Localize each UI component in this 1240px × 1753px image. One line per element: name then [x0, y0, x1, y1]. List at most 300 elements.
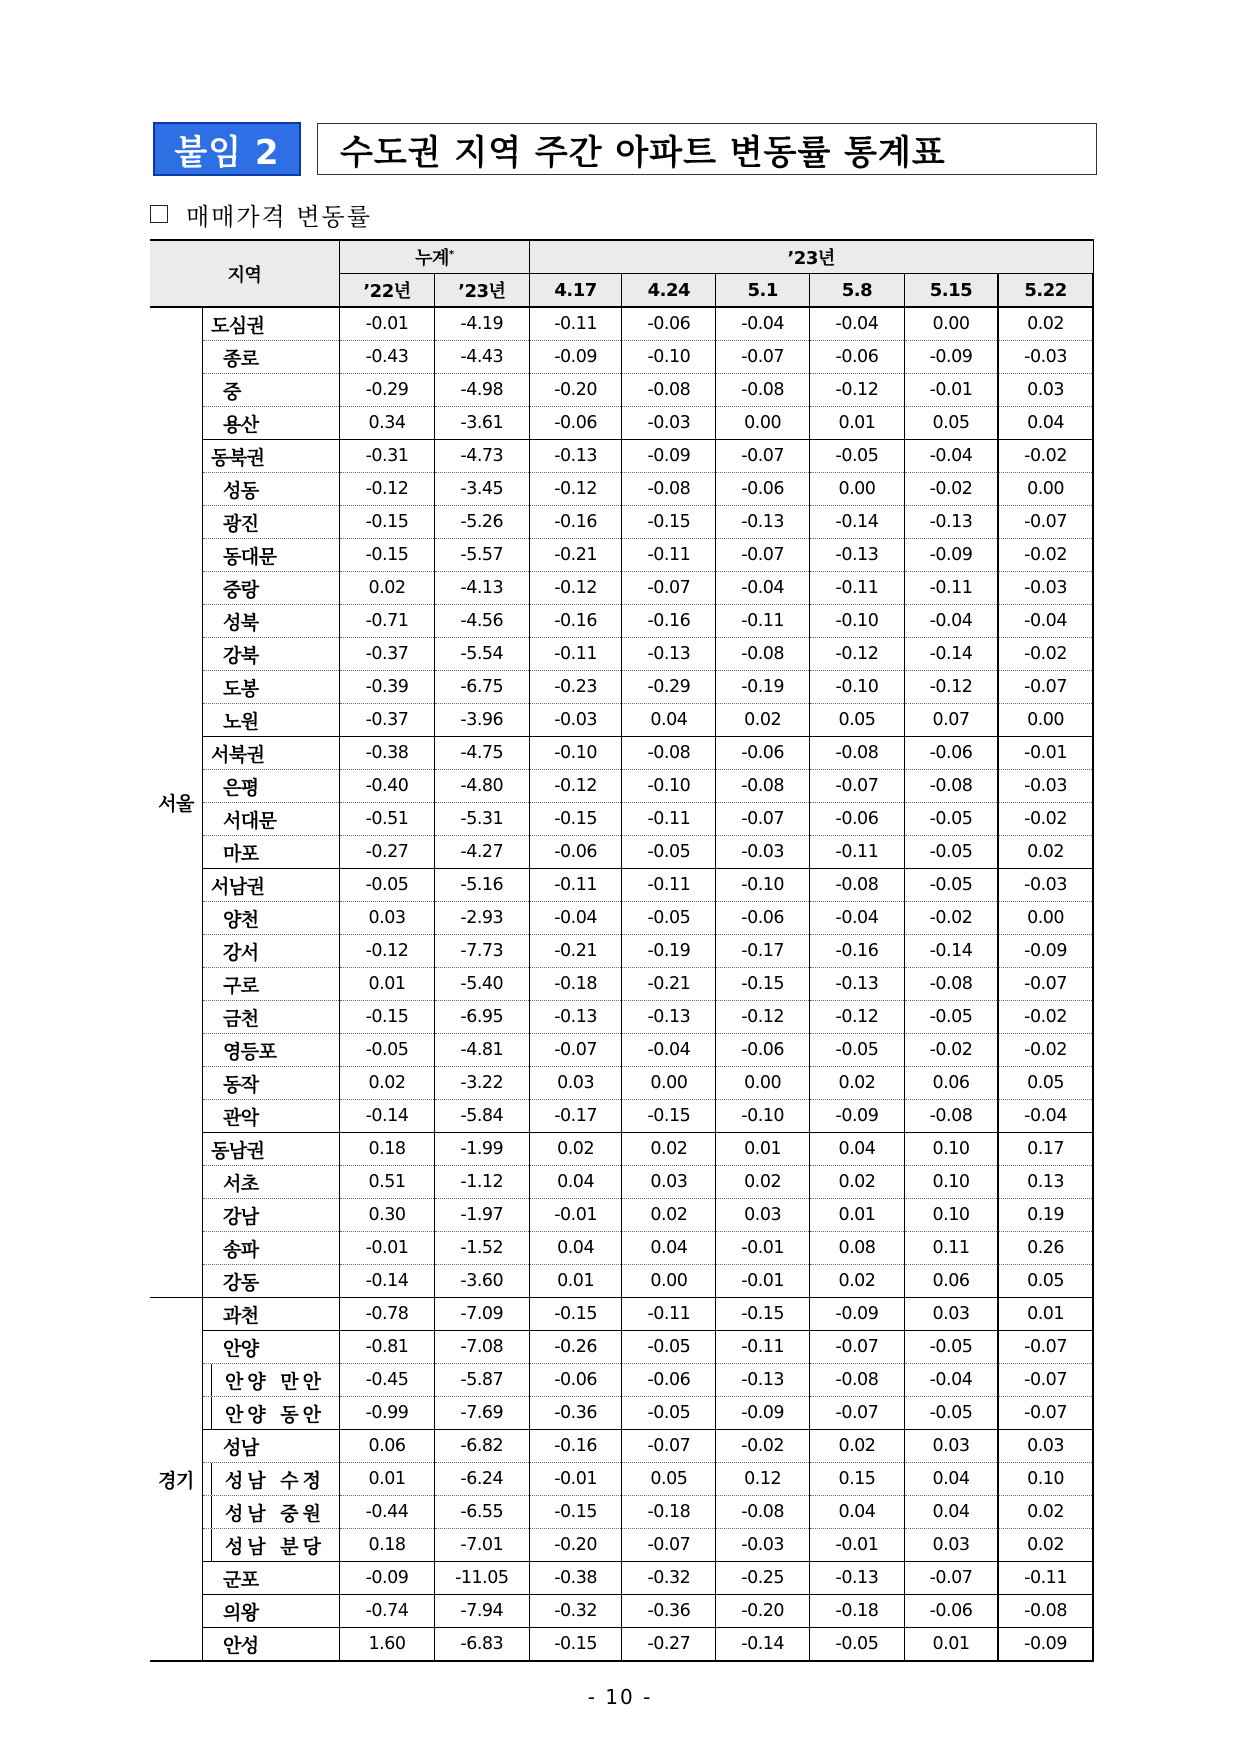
value-cell: -0.08: [904, 968, 998, 1001]
area-name: [202, 1001, 339, 1034]
value-cell: -4.80: [434, 770, 529, 803]
value-cell: -4.27: [434, 836, 529, 869]
value-cell: -0.37: [340, 704, 435, 737]
value-cell: -0.02: [904, 902, 998, 935]
value-cell: -0.16: [810, 935, 905, 968]
area-name-label: 성남: [222, 1436, 259, 1459]
value-cell: -0.09: [340, 1562, 435, 1595]
value-cell: -0.06: [810, 803, 905, 836]
table-row: [150, 539, 1093, 572]
value-cell: -0.16: [529, 1430, 622, 1463]
value-cell: -0.03: [622, 407, 716, 440]
value-cell: -0.01: [340, 1232, 435, 1265]
value-cell: 0.10: [904, 1133, 998, 1166]
value-cell: -0.20: [529, 1529, 622, 1562]
table-row: [150, 1199, 1093, 1232]
value-cell: -0.04: [998, 605, 1093, 638]
value-cell: 0.01: [340, 1463, 435, 1496]
value-cell: 0.13: [998, 1166, 1093, 1199]
area-name: [202, 968, 339, 1001]
value-cell: -5.57: [434, 539, 529, 572]
cumulative-header-label: 누계: [415, 248, 449, 269]
table-row: [150, 869, 1093, 902]
value-cell: -0.05: [904, 1331, 998, 1364]
value-cell: 0.04: [622, 704, 716, 737]
value-cell: -0.32: [622, 1562, 716, 1595]
value-cell: -0.10: [622, 341, 716, 374]
value-cell: -0.12: [810, 374, 905, 407]
value-cell: -0.11: [622, 869, 716, 902]
value-cell: -5.40: [434, 968, 529, 1001]
value-cell: -0.09: [904, 341, 998, 374]
value-cell: -0.02: [998, 1001, 1093, 1034]
area-name-label: 광진: [222, 512, 259, 535]
area-name: [202, 1496, 339, 1529]
value-cell: -0.12: [529, 770, 622, 803]
value-cell: -0.07: [716, 539, 810, 572]
value-cell: -3.61: [434, 407, 529, 440]
value-cell: -0.09: [716, 1397, 810, 1430]
value-cell: -0.11: [810, 572, 905, 605]
value-cell: -0.15: [529, 1298, 622, 1331]
value-cell: -0.02: [998, 1034, 1093, 1067]
value-cell: -0.78: [340, 1298, 435, 1331]
value-cell: -0.13: [716, 506, 810, 539]
value-cell: -1.99: [434, 1133, 529, 1166]
area-name-label: 구로: [222, 974, 259, 997]
value-cell: 0.00: [998, 473, 1093, 506]
table-row: [150, 1067, 1093, 1100]
value-cell: 0.03: [716, 1199, 810, 1232]
table-row: [150, 770, 1093, 803]
table-row: [150, 473, 1093, 506]
value-cell: -0.07: [998, 968, 1093, 1001]
value-cell: -0.11: [622, 1298, 716, 1331]
value-cell: -0.08: [622, 374, 716, 407]
value-cell: -0.12: [340, 935, 435, 968]
area-name-label: 성남 수정: [224, 1469, 325, 1492]
value-cell: -5.84: [434, 1100, 529, 1133]
value-cell: -0.06: [716, 473, 810, 506]
value-cell: -0.05: [810, 1628, 905, 1662]
value-cell: 0.04: [529, 1232, 622, 1265]
table-row: [150, 1166, 1093, 1199]
region-header: 지역: [150, 240, 340, 307]
area-name-label: 송파: [222, 1238, 259, 1261]
area-name: [202, 1463, 339, 1496]
value-cell: -0.08: [810, 737, 905, 770]
column-header: 4.17: [529, 274, 622, 308]
value-cell: -0.03: [998, 572, 1093, 605]
value-cell: -0.13: [529, 440, 622, 473]
value-cell: 0.02: [998, 836, 1093, 869]
value-cell: -0.07: [716, 440, 810, 473]
value-cell: -5.87: [434, 1364, 529, 1397]
value-cell: -0.08: [716, 374, 810, 407]
value-cell: -0.06: [529, 1364, 622, 1397]
value-cell: -0.07: [904, 1562, 998, 1595]
area-name: [202, 307, 339, 341]
value-cell: 0.03: [340, 902, 435, 935]
value-cell: -0.09: [904, 539, 998, 572]
area-name-label: 안성: [222, 1634, 259, 1657]
area-name-label: 안양 만안: [224, 1370, 325, 1393]
value-cell: -5.54: [434, 638, 529, 671]
value-cell: -0.16: [529, 605, 622, 638]
value-cell: 0.10: [998, 1463, 1093, 1496]
value-cell: 0.04: [810, 1496, 905, 1529]
value-cell: -0.05: [904, 836, 998, 869]
value-cell: -0.18: [810, 1595, 905, 1628]
value-cell: -0.09: [998, 935, 1093, 968]
value-cell: -7.09: [434, 1298, 529, 1331]
cumulative-header: [340, 240, 530, 274]
value-cell: -4.75: [434, 737, 529, 770]
value-cell: -0.01: [716, 1232, 810, 1265]
area-name: [202, 1397, 339, 1430]
area-name-label: 동대문: [222, 545, 277, 568]
value-cell: -0.12: [810, 638, 905, 671]
value-cell: 0.01: [810, 407, 905, 440]
area-name-label: 강서: [222, 941, 259, 964]
area-name-label: 성남 중원: [224, 1502, 325, 1525]
page-header: [153, 122, 1097, 176]
value-cell: 0.04: [622, 1232, 716, 1265]
value-cell: -0.13: [904, 506, 998, 539]
value-cell: -0.08: [716, 770, 810, 803]
column-header: ’22년: [340, 274, 435, 308]
value-cell: -4.56: [434, 605, 529, 638]
area-name: [202, 407, 339, 440]
column-header: 5.22: [998, 274, 1093, 308]
value-cell: -0.45: [340, 1364, 435, 1397]
area-name-label: 서대문: [222, 809, 277, 832]
value-cell: 0.02: [998, 1496, 1093, 1529]
area-name-label: 도봉: [222, 677, 259, 700]
area-name: [202, 341, 339, 374]
value-cell: -7.69: [434, 1397, 529, 1430]
column-header: ’23년: [434, 274, 529, 308]
area-name-label: 관악: [222, 1106, 259, 1129]
value-cell: -0.18: [529, 968, 622, 1001]
value-cell: 0.01: [529, 1265, 622, 1298]
value-cell: -0.05: [622, 1331, 716, 1364]
value-cell: 0.10: [904, 1166, 998, 1199]
table-row: [150, 1496, 1093, 1529]
area-name-label: 중랑: [222, 578, 259, 601]
value-cell: 0.00: [716, 407, 810, 440]
value-cell: -0.07: [622, 1529, 716, 1562]
value-cell: -0.01: [904, 374, 998, 407]
table-row: [150, 1232, 1093, 1265]
area-name: [202, 1166, 339, 1199]
table-row: [150, 572, 1093, 605]
value-cell: -0.29: [340, 374, 435, 407]
area-name: [202, 605, 339, 638]
value-cell: -0.12: [529, 572, 622, 605]
table-row: [150, 1430, 1093, 1463]
area-name-label: 안양: [222, 1337, 259, 1360]
value-cell: -6.75: [434, 671, 529, 704]
value-cell: 0.01: [810, 1199, 905, 1232]
value-cell: -0.09: [998, 1628, 1093, 1662]
table-header: [150, 240, 1093, 307]
area-name: [202, 1364, 339, 1397]
value-cell: 0.02: [998, 307, 1093, 341]
value-cell: 0.03: [904, 1298, 998, 1331]
area-name: [202, 539, 339, 572]
area-name-label: 서초: [222, 1172, 259, 1195]
value-cell: -4.98: [434, 374, 529, 407]
value-cell: -0.03: [529, 704, 622, 737]
value-cell: 0.02: [716, 704, 810, 737]
area-name-label: 의왕: [222, 1601, 259, 1624]
area-name-label: 군포: [222, 1568, 259, 1591]
value-cell: 0.26: [998, 1232, 1093, 1265]
value-cell: -0.10: [810, 671, 905, 704]
area-name-label: 용산: [222, 413, 259, 436]
value-cell: 0.04: [529, 1166, 622, 1199]
value-cell: -0.15: [716, 1298, 810, 1331]
value-cell: -0.12: [529, 473, 622, 506]
value-cell: 0.04: [904, 1463, 998, 1496]
value-cell: -0.14: [904, 638, 998, 671]
value-cell: -4.19: [434, 307, 529, 341]
area-name-label: 성남 분당: [224, 1535, 325, 1558]
value-cell: -0.09: [810, 1100, 905, 1133]
value-cell: -0.05: [622, 836, 716, 869]
value-cell: -0.06: [904, 737, 998, 770]
value-cell: -0.04: [810, 307, 905, 341]
column-header: 5.15: [904, 274, 998, 308]
value-cell: 0.02: [810, 1166, 905, 1199]
value-cell: -0.15: [529, 1628, 622, 1662]
area-name: [202, 638, 339, 671]
value-cell: -0.13: [810, 968, 905, 1001]
area-name: [202, 770, 339, 803]
value-cell: -5.16: [434, 869, 529, 902]
value-cell: -0.10: [622, 770, 716, 803]
value-cell: -0.74: [340, 1595, 435, 1628]
value-cell: -0.03: [998, 770, 1093, 803]
value-cell: -0.15: [340, 506, 435, 539]
value-cell: -0.04: [529, 902, 622, 935]
value-cell: -0.40: [340, 770, 435, 803]
area-name-label: 성북: [222, 611, 259, 634]
area-name: [202, 1628, 339, 1662]
value-cell: 0.00: [716, 1067, 810, 1100]
value-cell: 0.05: [998, 1265, 1093, 1298]
value-cell: 1.60: [340, 1628, 435, 1662]
value-cell: -0.07: [998, 1364, 1093, 1397]
area-name: [202, 803, 339, 836]
value-cell: -0.05: [904, 1397, 998, 1430]
value-cell: -0.11: [810, 836, 905, 869]
value-cell: -0.20: [716, 1595, 810, 1628]
area-name: [202, 1298, 339, 1331]
value-cell: -0.19: [622, 935, 716, 968]
value-cell: -0.07: [622, 572, 716, 605]
section-heading: [150, 198, 372, 230]
value-cell: -0.07: [716, 803, 810, 836]
page-number: - 10 -: [587, 1685, 653, 1709]
table-row: [150, 605, 1093, 638]
value-cell: -0.05: [904, 803, 998, 836]
value-cell: -4.73: [434, 440, 529, 473]
value-cell: -3.60: [434, 1265, 529, 1298]
value-cell: -0.05: [810, 1034, 905, 1067]
area-name: [202, 1595, 339, 1628]
value-cell: -0.51: [340, 803, 435, 836]
value-cell: 0.02: [529, 1133, 622, 1166]
area-name-label: 마포: [222, 842, 259, 865]
area-name: [202, 1562, 339, 1595]
area-name: [202, 1133, 339, 1166]
value-cell: 0.03: [622, 1166, 716, 1199]
value-cell: -7.73: [434, 935, 529, 968]
value-cell: -0.06: [529, 836, 622, 869]
value-cell: -3.45: [434, 473, 529, 506]
value-cell: -0.01: [529, 1463, 622, 1496]
value-cell: 0.10: [904, 1199, 998, 1232]
value-cell: 0.01: [340, 968, 435, 1001]
value-cell: -0.14: [810, 506, 905, 539]
value-cell: -0.01: [529, 1199, 622, 1232]
area-name-label: 동북권: [210, 446, 265, 469]
attachment-badge: [153, 122, 301, 176]
value-cell: 0.02: [716, 1166, 810, 1199]
value-cell: -0.38: [529, 1562, 622, 1595]
area-name-label: 중: [222, 380, 241, 403]
area-name: [202, 1034, 339, 1067]
table-row: [150, 1001, 1093, 1034]
value-cell: -0.08: [998, 1595, 1093, 1628]
value-cell: -7.94: [434, 1595, 529, 1628]
value-cell: 0.05: [622, 1463, 716, 1496]
value-cell: -0.36: [529, 1397, 622, 1430]
value-cell: -0.11: [998, 1562, 1093, 1595]
value-cell: 0.02: [340, 1067, 435, 1100]
value-cell: -0.13: [810, 1562, 905, 1595]
value-cell: -0.07: [998, 1331, 1093, 1364]
area-name: [202, 506, 339, 539]
table-row: [150, 1298, 1093, 1331]
value-cell: -0.10: [810, 605, 905, 638]
region-label: 서울: [150, 307, 202, 1298]
area-name-label: 양천: [222, 908, 259, 931]
value-cell: -6.82: [434, 1430, 529, 1463]
area-name-label: 서남권: [210, 875, 265, 898]
value-cell: -0.02: [998, 638, 1093, 671]
value-cell: -0.12: [904, 671, 998, 704]
page-title: 수도권 지역 주간 아파트 변동률 통계표: [340, 132, 946, 173]
value-cell: 0.03: [998, 1430, 1093, 1463]
area-name-label: 성동: [222, 479, 259, 502]
table-row: [150, 1034, 1093, 1067]
value-cell: -0.04: [904, 1364, 998, 1397]
value-cell: -0.29: [622, 671, 716, 704]
value-cell: -5.26: [434, 506, 529, 539]
region-label: 경기: [150, 1298, 202, 1662]
value-cell: -7.08: [434, 1331, 529, 1364]
value-cell: 0.02: [810, 1265, 905, 1298]
value-cell: -0.08: [810, 1364, 905, 1397]
cumulative-footnote-mark: *: [448, 249, 454, 260]
table-row: [150, 902, 1093, 935]
value-cell: -6.83: [434, 1628, 529, 1662]
value-cell: 0.00: [904, 307, 998, 341]
area-name: [202, 1067, 339, 1100]
value-cell: -0.06: [716, 1034, 810, 1067]
value-cell: 0.04: [998, 407, 1093, 440]
area-name-label: 동작: [222, 1073, 259, 1096]
table-row: [150, 836, 1093, 869]
section-label: 매매가격 변동률: [186, 202, 372, 231]
area-name-label: 강동: [222, 1271, 259, 1294]
table-row: [150, 1100, 1093, 1133]
value-cell: 0.01: [904, 1628, 998, 1662]
value-cell: -0.15: [716, 968, 810, 1001]
value-cell: 0.18: [340, 1133, 435, 1166]
value-cell: -0.02: [998, 440, 1093, 473]
value-cell: -0.06: [622, 1364, 716, 1397]
value-cell: -0.05: [622, 1397, 716, 1430]
area-name-label: 금천: [222, 1007, 259, 1030]
value-cell: -0.08: [716, 638, 810, 671]
value-cell: 0.06: [340, 1430, 435, 1463]
table-row: [150, 1397, 1093, 1430]
value-cell: 0.03: [904, 1430, 998, 1463]
value-cell: -0.04: [716, 572, 810, 605]
table-row: [150, 803, 1093, 836]
value-cell: -4.13: [434, 572, 529, 605]
table-row: [150, 935, 1093, 968]
column-header: 4.24: [622, 274, 716, 308]
value-cell: -0.04: [904, 605, 998, 638]
title-box: [317, 123, 1097, 175]
table-row: [150, 1529, 1093, 1562]
value-cell: -0.37: [340, 638, 435, 671]
value-cell: -3.22: [434, 1067, 529, 1100]
value-cell: -0.02: [998, 803, 1093, 836]
value-cell: 0.15: [810, 1463, 905, 1496]
value-cell: -0.06: [716, 737, 810, 770]
value-cell: 0.18: [340, 1529, 435, 1562]
value-cell: 0.02: [998, 1529, 1093, 1562]
column-header: 5.1: [716, 274, 810, 308]
value-cell: -6.55: [434, 1496, 529, 1529]
table-row: [150, 737, 1093, 770]
value-cell: -0.16: [622, 605, 716, 638]
value-cell: -0.21: [622, 968, 716, 1001]
area-name: [202, 1529, 339, 1562]
value-cell: -0.08: [716, 1496, 810, 1529]
value-cell: -7.01: [434, 1529, 529, 1562]
value-cell: -0.03: [998, 341, 1093, 374]
value-cell: -0.16: [529, 506, 622, 539]
value-cell: 0.05: [904, 407, 998, 440]
value-cell: -0.08: [810, 869, 905, 902]
value-cell: 0.01: [716, 1133, 810, 1166]
value-cell: 0.02: [340, 572, 435, 605]
value-cell: 0.07: [904, 704, 998, 737]
value-cell: -0.06: [904, 1595, 998, 1628]
value-cell: -0.04: [716, 307, 810, 341]
area-name-label: 서북권: [210, 743, 265, 766]
value-cell: 0.11: [904, 1232, 998, 1265]
area-name: [202, 869, 339, 902]
value-cell: -0.03: [716, 836, 810, 869]
